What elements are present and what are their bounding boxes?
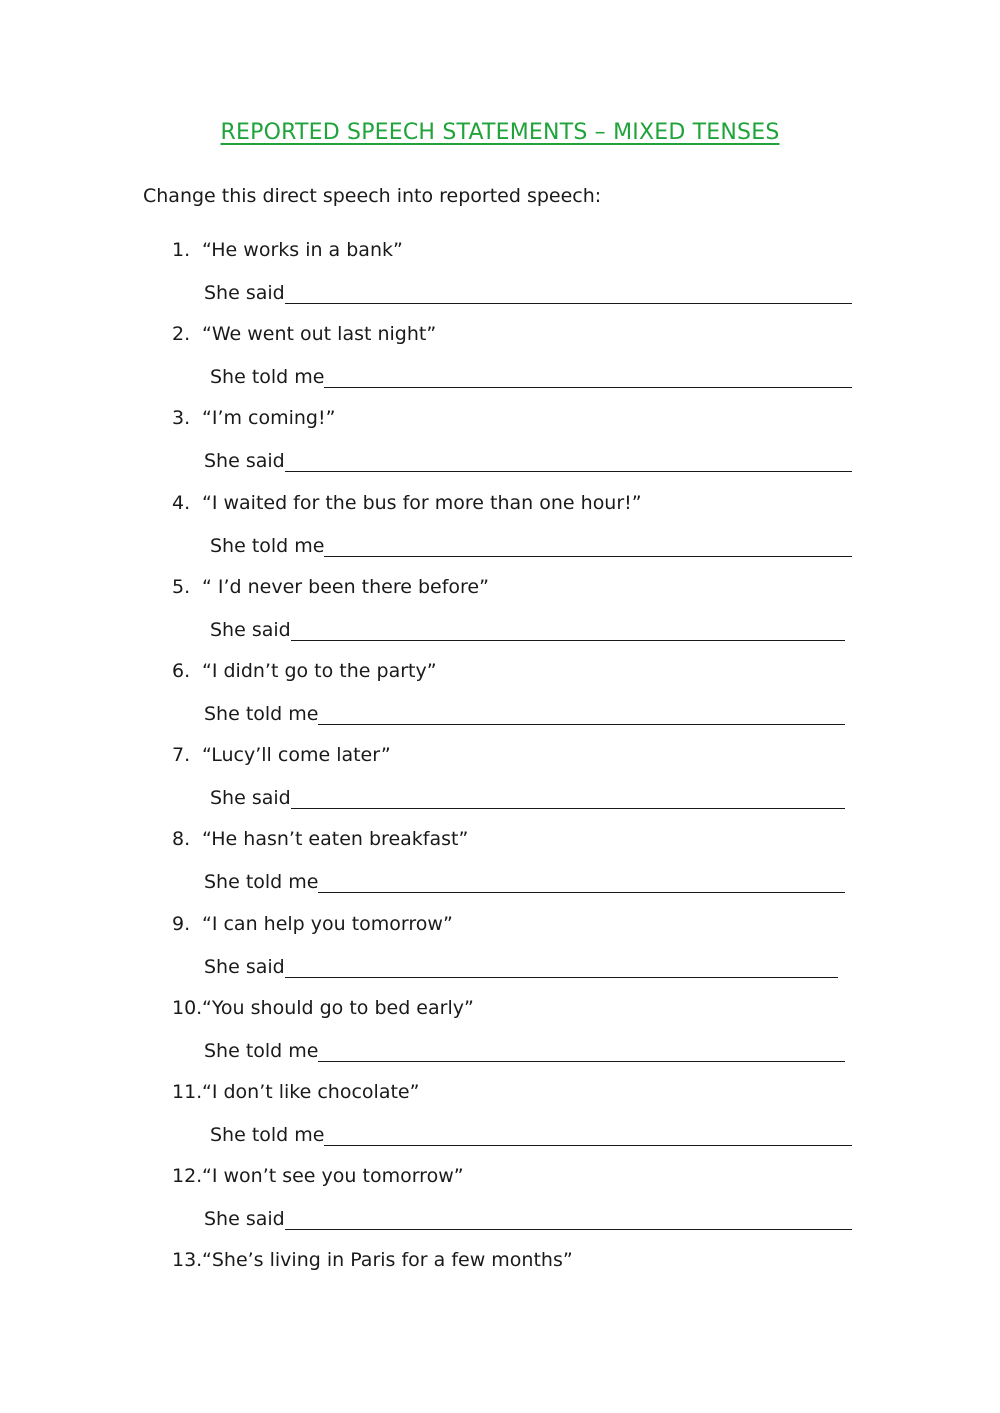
- exercise-item: [172, 492, 872, 560]
- question-number: 1.: [172, 239, 191, 261]
- answer-row: [172, 786, 872, 812]
- question-row: [172, 1165, 872, 1191]
- question-number: 6.: [172, 660, 191, 682]
- exercise-item: [172, 997, 872, 1065]
- question-number: 4.: [172, 491, 191, 514]
- answer-row: [172, 1207, 872, 1233]
- worksheet-title: REPORTED SPEECH STATEMENTS – MIXED TENSES: [220, 120, 780, 145]
- exercise-item: [172, 407, 872, 475]
- question-row: [172, 1249, 872, 1275]
- question-text: “He works in a bank”: [202, 239, 403, 261]
- question-text: “I waited for the bus for more than one hour!”: [202, 491, 642, 514]
- question-number: 2.: [172, 323, 191, 346]
- question-number: 9.: [172, 912, 191, 935]
- answer-row: [172, 618, 872, 644]
- question-text: “He hasn’t eaten breakfast”: [202, 828, 469, 851]
- answer-blank-line[interactable]: [291, 618, 845, 641]
- answer-label: She told me: [210, 534, 325, 557]
- question-row: [172, 323, 872, 349]
- question-number: 12.: [172, 1165, 203, 1188]
- exercise-item: [172, 576, 872, 644]
- answer-label: She told me: [204, 1039, 319, 1062]
- answer-row: [172, 1123, 872, 1149]
- answer-row: [172, 449, 872, 475]
- question-text: “You should go to bed early”: [202, 996, 474, 1019]
- answer-blank-line[interactable]: [324, 534, 852, 557]
- answer-row: [172, 870, 872, 896]
- answer-blank-line[interactable]: [291, 786, 845, 809]
- question-number: 3.: [172, 407, 191, 430]
- question-text: “She’s living in Paris for a few months”: [202, 1249, 573, 1272]
- answer-row: [172, 534, 872, 560]
- answer-label: She told me: [210, 1124, 325, 1146]
- answer-label: She told me: [204, 871, 319, 894]
- question-text: “ I’d never been there before”: [202, 575, 489, 598]
- question-row: [172, 407, 872, 433]
- answer-blank-line[interactable]: [324, 1123, 852, 1146]
- exercise-item: [172, 1165, 872, 1233]
- exercise-item: [172, 1081, 872, 1149]
- question-text: “I’m coming!”: [202, 407, 336, 430]
- question-number: 5.: [172, 575, 191, 598]
- answer-row: [172, 1039, 872, 1065]
- answer-label: She told me: [210, 366, 325, 389]
- question-row: [172, 828, 872, 854]
- question-row: [172, 1081, 872, 1107]
- exercise-item: [172, 323, 872, 391]
- exercise-item: [172, 660, 872, 728]
- answer-blank-line[interactable]: [285, 281, 852, 304]
- answer-blank-line[interactable]: [318, 870, 845, 893]
- question-number: 11.: [172, 1081, 203, 1103]
- question-text: “Lucy’ll come later”: [202, 744, 391, 767]
- question-number: 8.: [172, 828, 191, 851]
- answer-label: She said: [204, 450, 285, 473]
- answer-blank-line[interactable]: [285, 1207, 852, 1230]
- answer-row: [172, 365, 872, 391]
- question-number: 10.: [172, 996, 203, 1019]
- answer-blank-line[interactable]: [318, 1039, 845, 1062]
- answer-blank-line[interactable]: [285, 449, 852, 472]
- answer-label: She said: [204, 1208, 285, 1231]
- question-row: [172, 492, 872, 518]
- exercise-item: [172, 744, 872, 812]
- exercise-item: [172, 239, 872, 307]
- instruction-text: Change this direct speech into reported speech:: [143, 185, 602, 207]
- exercise-item: [172, 913, 872, 981]
- answer-blank-line[interactable]: [324, 365, 852, 388]
- answer-row: [172, 955, 872, 981]
- question-number: 13.: [172, 1249, 203, 1272]
- question-text: “I don’t like chocolate”: [202, 1081, 420, 1103]
- question-number: 7.: [172, 744, 191, 767]
- answer-label: She said: [204, 282, 285, 304]
- question-text: “I won’t see you tomorrow”: [202, 1165, 464, 1188]
- question-row: [172, 239, 872, 265]
- answer-row: [172, 281, 872, 307]
- answer-blank-line[interactable]: [285, 955, 838, 978]
- answer-label: She said: [210, 618, 291, 641]
- exercise-item: [172, 828, 872, 896]
- question-row: [172, 913, 872, 939]
- question-row: [172, 744, 872, 770]
- answer-label: She said: [204, 955, 285, 978]
- question-row: [172, 576, 872, 602]
- question-text: “We went out last night”: [202, 323, 437, 346]
- question-row: [172, 997, 872, 1023]
- answer-blank-line[interactable]: [318, 702, 845, 725]
- answer-row: [172, 702, 872, 728]
- answer-label: She told me: [204, 703, 319, 725]
- answer-label: She said: [210, 787, 291, 810]
- question-text: “I can help you tomorrow”: [202, 912, 453, 935]
- exercise-item: [172, 1249, 872, 1275]
- question-row: [172, 660, 872, 686]
- question-text: “I didn’t go to the party”: [202, 660, 437, 682]
